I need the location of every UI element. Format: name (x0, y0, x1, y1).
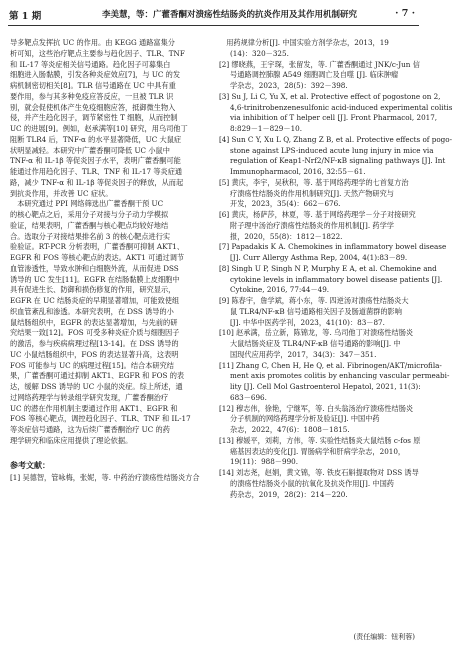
reference-line: 附子理中汤治疗溃疡性结肠炎的作用机制[J]. 药学学 (230, 220, 394, 230)
text-line: 到抗炎作用，并改善 UC 症状。 (10, 188, 113, 198)
reference-line: cytokine levels in inflammatory bowel disease patients [J]. (230, 274, 443, 284)
reference-entry (219, 296, 419, 328)
reference-line: 疗溃疡性结肠炎的作用机制研究[J]. 天然产物研究与 (230, 188, 394, 198)
reference-line: [11] Zhang C, Chen H, He Q, et al. Fibrinogen/AKT/microfila- (219, 360, 442, 370)
text-line: 果，广藿香酮可通过抑制 AKT1、EGFR 和 FOS 的表 (10, 371, 185, 381)
reference-line: 的溃疡性结肠炎小鼠的抗氧化及抗炎作用[J]. 中国药 (230, 478, 394, 488)
reference-line: 分子机制的网络药理学分析及验证[J]. 中国中药 (230, 414, 380, 424)
references-heading: 参考文献： (10, 459, 50, 470)
reference-line: [14] 刘志尧，赵娟，黄文锦，等. 铁皮石斛提取物对 DSS 诱导 (219, 468, 419, 477)
body-paragraph-2 (10, 199, 210, 446)
text-line: 究结果一致[12]。FOS 可受多种炎症介质与细胞因子 (10, 328, 180, 338)
text-line: 状明显减轻。本研究中广藿香酮可降低 UC 小鼠中 (10, 145, 170, 155)
text-line: 侵，并产生趋化因子，调节紧密性 T 细胞，从而控制 (10, 113, 178, 123)
text-line: 过网络药理学与转录组学研究发现，广藿香酮治疗 (10, 392, 169, 402)
reference-line: 药杂志，2019，28(2)：214－220. (230, 489, 348, 499)
text-line: 的激活，参与疾病病理过程[13-14]。在 DSS 诱导的 (10, 339, 179, 348)
right-column (219, 38, 452, 500)
text-line: 的核心靶点之后，采用分子对接与分子动力学模拟 (10, 210, 169, 219)
reference-1: [1] 吴德智，管咏梅，张妮，等. 中药治疗溃疡性结肠炎方合 (10, 473, 200, 483)
section-gap (10, 447, 210, 456)
reference-list (219, 38, 452, 500)
text-line: 合。选取分子对接结果排名前 3 的核心靶点进行实 (10, 231, 171, 241)
reference-entry (219, 328, 419, 360)
reference-entry (219, 242, 447, 264)
reference-line: 大鼠结肠炎症及 TLR4/NF-κB 信号通路的影响[J]. 中 (230, 339, 401, 348)
text-line: EGFR 和 FOS 等核心靶点的表达。AKT1 可通过调节 (10, 253, 185, 262)
reference-line: [5] 黄庆，李宇，吴秋积，等. 基于网络药理学的七首复方治 (219, 177, 409, 187)
reference-line: 19(11)：988－990. (230, 457, 298, 467)
reference-entry (219, 436, 419, 468)
reference-entry (219, 134, 452, 178)
reference-line: 8:829－1－829－10. (230, 124, 302, 133)
header-rule (8, 25, 419, 26)
reference-entry (219, 60, 419, 92)
text-line: 路，减少 TNF-α 和 IL-1β 等促炎因子的释放，从而起 (10, 177, 184, 187)
reference-line: 癌基因表达的变化[J]. 胃肠病学和肝病学杂志，2010， (230, 446, 406, 456)
left-column (10, 38, 210, 484)
text-line: 达，缓解 DSS 诱导的 UC 小鼠的炎症。综上所述，通 (10, 382, 183, 391)
page-number: · 7 · (395, 8, 415, 19)
reference-entry (219, 38, 419, 60)
running-title: 李美慧，等：广藿香酮对溃疡性结肠炎的抗炎作用及其作用机制研究 (102, 10, 358, 20)
text-line: 验验证。RT-PCR 分析表明，广藿香酮可抑制 AKT1、 (10, 242, 185, 252)
reference-line: [J]. 中华中医药学刊，2023，41(10)：83－87. (230, 317, 385, 327)
reference-entry (219, 91, 452, 135)
text-line: 要作用，参与其多种免疫应答反应，一旦被 TLR 识 (10, 91, 174, 101)
reference-line: lity [J]. Cell Mol Gastroenterol Hepatol, 2021, 11(3): (230, 382, 421, 391)
reference-line: [10] 赵承满，岳立新，陈锦龙，等. 乌司他丁对溃疡性结肠炎 (219, 328, 414, 338)
reference-line: [2] 缪晓燕，王宇琛，张留发，等. 广藿香酮通过 JNK/c-Jun 信 (219, 59, 420, 69)
text-line: 能通过作用趋化因子、TLR、TNF 和 IL-17 等炎症通 (10, 167, 183, 176)
text-line: 病机制密切相关[8]。TLR 信号通路在 UC 中具有重 (10, 81, 176, 90)
reference-line: ment axis promotes colitis by enhancing vascular permeabi- (230, 371, 450, 381)
reference-line: 用药规律分析[J]. 中国实验方剂学杂志，2013，19 (219, 38, 389, 47)
reference-line: [9] 陈春宇，詹学斌，蒋小东，等. 四逆汤对溃疡性结肠炎大 (219, 296, 409, 305)
text-line: 血管渗透性，导致水肿和白细胞外流，从而促进 DSS (10, 263, 179, 273)
reference-entry (219, 263, 443, 296)
text-line: 别，就会促使机体产生免疫细胞应答，抵御微生物入 (10, 102, 176, 112)
text-line: 和 IL-17 等炎症相关信号通路。趋化因子可募集白 (10, 59, 171, 69)
text-line: FOS 等核心靶点，调控趋化因子、TLR、TNF 和 IL-17 (10, 414, 191, 424)
reference-line: 杂志，2022，47(6)：1808－1815. (230, 425, 350, 434)
text-line: 诱导的 UC 发生[11]。EGFR 在结肠黏膜上皮细胞中 (10, 274, 180, 284)
reference-line: 4,6-trinitrobenzenesulfonic acid-induced experimental colitis (230, 102, 452, 112)
text-line: UC 的进展[9]。例如，赵承满等[10] 研究，用乌司他丁 (10, 124, 188, 133)
reference-line: 号通路调控肺腺 A549 细胞凋亡及自噬 [J]. 临床肿瘤 (230, 70, 399, 80)
text-line: 理学研究和临床应用提供了理论依据。 (10, 435, 133, 445)
reference-line: [3] Su J, Li C, Yu X, et al. Protective effect of pogostone on 2, (219, 91, 441, 101)
reference-line: [12] 穆志伟，徐艳，宁继军，等. 白头翁汤治疗溃疡性结肠炎 (219, 403, 414, 413)
text-line: UC 小鼠结肠组织中，FOS 的表达显著升高，这表明 (10, 349, 179, 359)
reference-line: [13] 穆媛平，刘莉，方伟，等. 实验性结肠炎大鼠结肠 c-fos 原 (219, 435, 421, 445)
reference-entry (219, 210, 419, 242)
reference-line: [J]. Curr Allergy Asthma Rep, 2004, 4(1):83－89. (230, 253, 408, 262)
reference-line: stone against LPS-induced acute lung injury in mice via (230, 145, 434, 155)
text-line: 细胞进入肠黏膜，引发各种炎症效应[7]，与 UC 的发 (10, 70, 181, 80)
reference-line: 鼠 TLR4/NF-κB 信号通路相关因子及肠道菌群的影响 (230, 306, 402, 316)
reference-entry (219, 404, 419, 436)
text-line: EGFR 在 UC 结肠炎症的早期显著增加，可能致使组 (10, 296, 180, 305)
issue-number: 第 1 期 (9, 11, 42, 22)
reference-line: 683－696. (230, 392, 267, 402)
reference-line: regulation of Keap1-Nrf2/NF-κB signaling pathways [J]. Int (230, 156, 446, 166)
reference-entry (219, 468, 419, 500)
text-line: UC 的潜在作用机制主要通过作用 AKT1、EGFR 和 (10, 403, 178, 413)
text-line: FOS 可能参与 UC 的病理过程[15]。结合本研究结 (10, 360, 174, 370)
reference-entry (219, 178, 419, 210)
editor-note: (责任编辑：钮利蓉) (353, 633, 415, 641)
reference-line: [8] Singh U P, Singh N P, Murphy E A, et al. Chemokine and (219, 263, 437, 273)
text-line: 析可知，这些治疗靶点主要参与趋化因子、TLR、TNF (10, 48, 185, 58)
reference-line: via inhibition of T helper cell [J]. Front Pharmacol, 2017, (230, 113, 438, 123)
reference-line: 报，2020，55(8)：1812－1822. (230, 231, 343, 241)
reference-line: (14)：320－325. (230, 48, 289, 58)
reference-line: 开发，2023，35(4)：662－676. (230, 199, 341, 209)
text-line: 本研究通过 PPI 网络筛选出广藿香酮干预 UC (10, 199, 164, 209)
reference-line: [7] Papadakis K A. Chemokines in inflammatory bowel disease (219, 242, 447, 252)
reference-line: Immunopharmacol, 2016, 32:55－61. (230, 167, 366, 176)
text-line: 具有促进生长、防御和损伤修复的作用，研究显示， (10, 285, 176, 295)
reference-line: [6] 黄庆，杨萨莎，林夏，等. 基于网络药理学－分子对接研究 (219, 210, 416, 219)
reference-line: Cytokine, 2016, 77:44－49. (230, 285, 330, 295)
text-line: TNF-α 和 IL-1β 等促炎因子水平，表明广藿香酮可能 (10, 156, 181, 166)
reference-line: 学杂志，2023，28(5)：392－398. (230, 81, 348, 90)
text-line: 验证，结果表明，广藿香酮与核心靶点均较好地结 (10, 220, 169, 230)
body-paragraph-1 (10, 38, 210, 199)
text-line: 阻断 TLR4 后，TNF-α 的水平显著降低，UC 大鼠症 (10, 134, 182, 144)
text-line: 鼠结肠组织中，EGFR 的表达显著增加，与先前的研 (10, 317, 178, 327)
text-line: 导多靶点发挥抗 UC 的作用。由 KEGG 通路富集分 (10, 38, 175, 47)
reference-line: 国现代应用药学，2017，34(3)：347－351. (230, 349, 377, 359)
reference-entry (219, 360, 450, 404)
reference-line: [4] Sun C Y, Xu L Q, Zhang Z B, et al. Protective effects of pogo- (219, 134, 452, 144)
page-header (0, 0, 427, 26)
text-line: 等炎症信号通路，这为后续广藿香酮治疗 UC 的药 (10, 425, 170, 434)
text-line: 织血管紊乱和渗透。本研究表明，在 DSS 诱导的小 (10, 306, 174, 316)
